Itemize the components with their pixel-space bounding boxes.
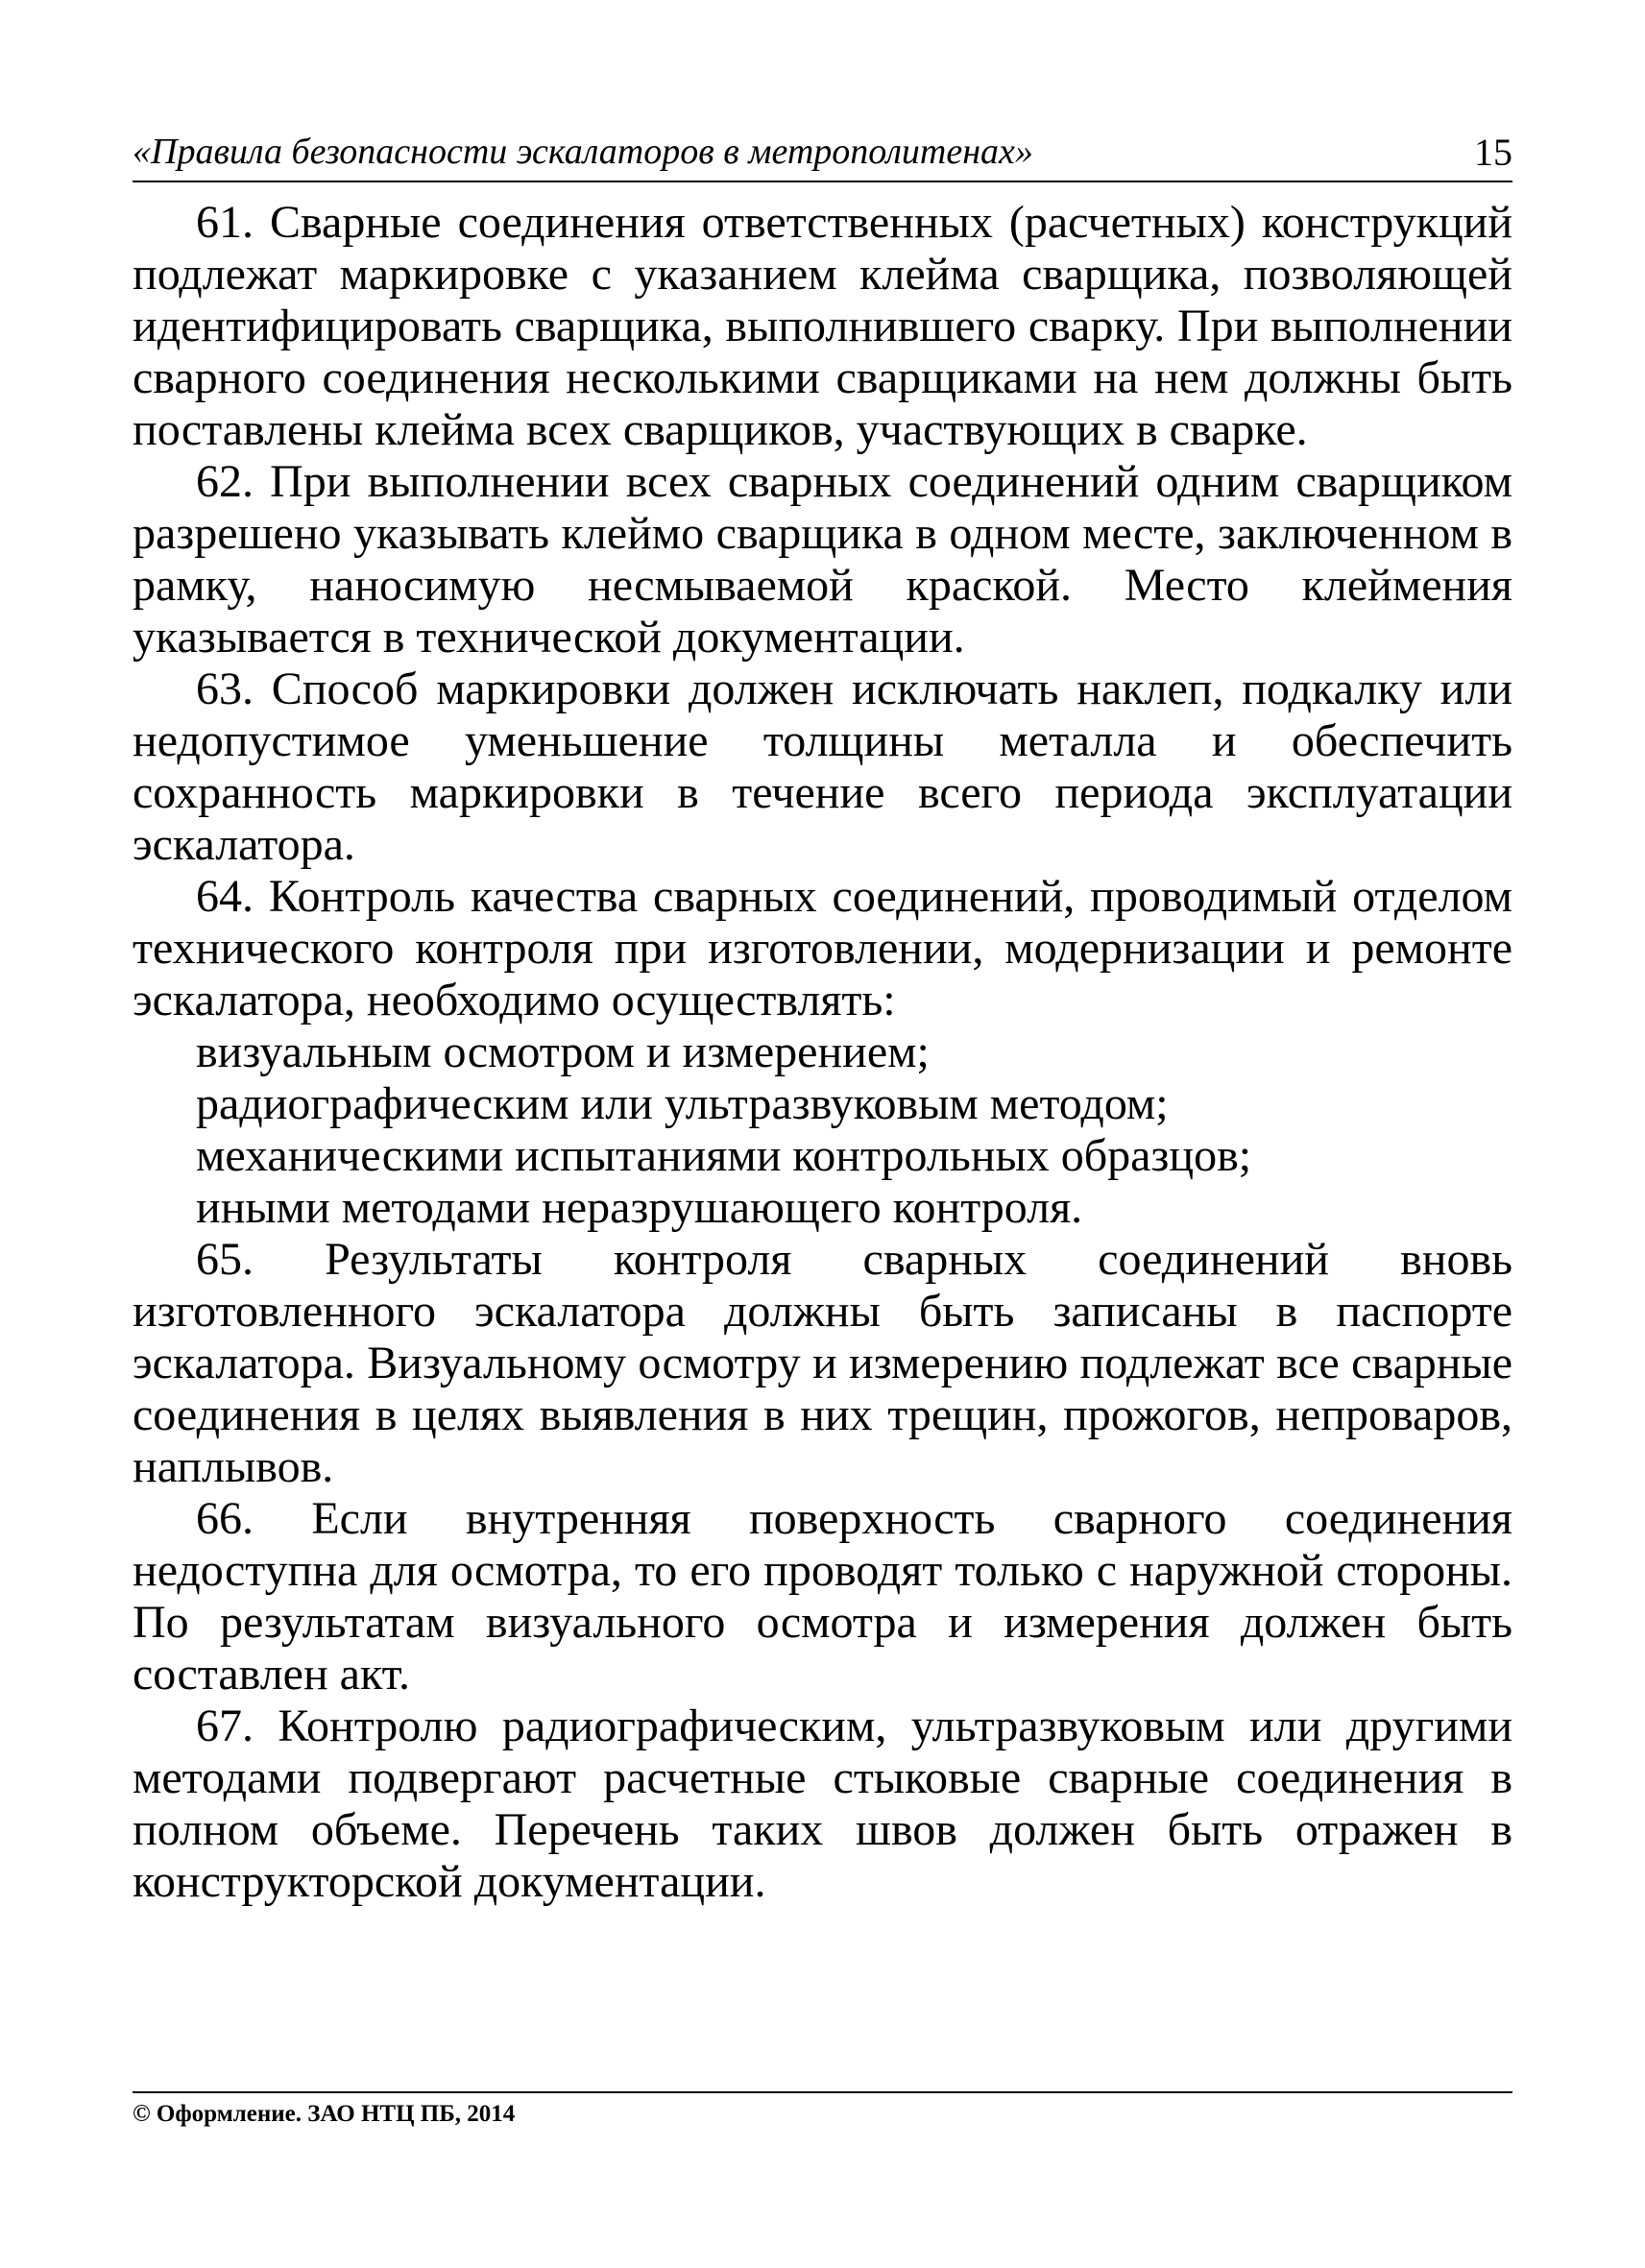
list-item: радиографическим или ультразвуковым методом; — [196, 1078, 1169, 1129]
document-body — [133, 197, 1512, 1908]
paragraph-67: 67. Контролю радиографическим, ультразвуковым или другими методами подвергают расчетные стыковые сварные соединения в полном объеме. Перечень таких швов должен быть отражен в конструкторской документации. — [133, 1701, 1512, 1907]
footer-divider — [133, 2091, 1512, 2093]
list-item: визуальным осмотром и измерением; — [196, 1026, 930, 1077]
paragraph-61: 61. Сварные соединения ответственных (расчетных) конструкций подлежат маркировке с указанием клейма сварщика, позволяющей идентифицировать сварщика, выполнившего сварку. При выполнении сварного соединения несколькими сварщиками на нем должны быть поставлены клейма всех сварщиков, участвующих в сварке. — [133, 197, 1512, 455]
header-title: «Правила безопасности эскалаторов в метрополитенах» — [133, 132, 1033, 172]
running-header — [133, 123, 1512, 182]
list-item: иными методами неразрушающего контроля. — [196, 1182, 1083, 1233]
paragraph-64: 64. Контроль качества сварных соединений, проводимый отделом технического контроля при изготовлении, модернизации и ремонте эскалатора, необходимо осуществлять: — [133, 871, 1512, 1025]
list-item: механическими испытаниями контрольных образцов; — [196, 1130, 1252, 1181]
paragraph-63: 63. Способ маркировки должен исключать наклеп, подкалку или недопустимое уменьшение толщины металла и обеспечить сохранность маркировки в течение всего периода эксплуатации эскалатора. — [133, 664, 1512, 870]
paragraph-62: 62. При выполнении всех сварных соединений одним сварщиком разрешено указывать клеймо сварщика в одном месте, заключенном в рамку, наносимую несмываемой краской. Место клеймения указывается в технической документации. — [133, 456, 1512, 663]
page-number: 15 — [1474, 131, 1512, 174]
paragraph-65: 65. Результаты контроля сварных соединений вновь изготовленного эскалатора должны быть записаны в паспорте эскалатора. Визуальному осмотру и измерению подлежат все сварные соединения в целях выявления в них трещин, прожогов, непроваров, наплывов. — [133, 1234, 1512, 1492]
footer-copyright: © Оформление. ЗАО НТЦ ПБ, 2014 — [133, 2101, 516, 2127]
paragraph-66: 66. Если внутренняя поверхность сварного соединения недоступна для осмотра, то его проводят только с наружной стороны. По результатам визуального осмотра и измерения должен быть составлен акт. — [133, 1493, 1512, 1700]
